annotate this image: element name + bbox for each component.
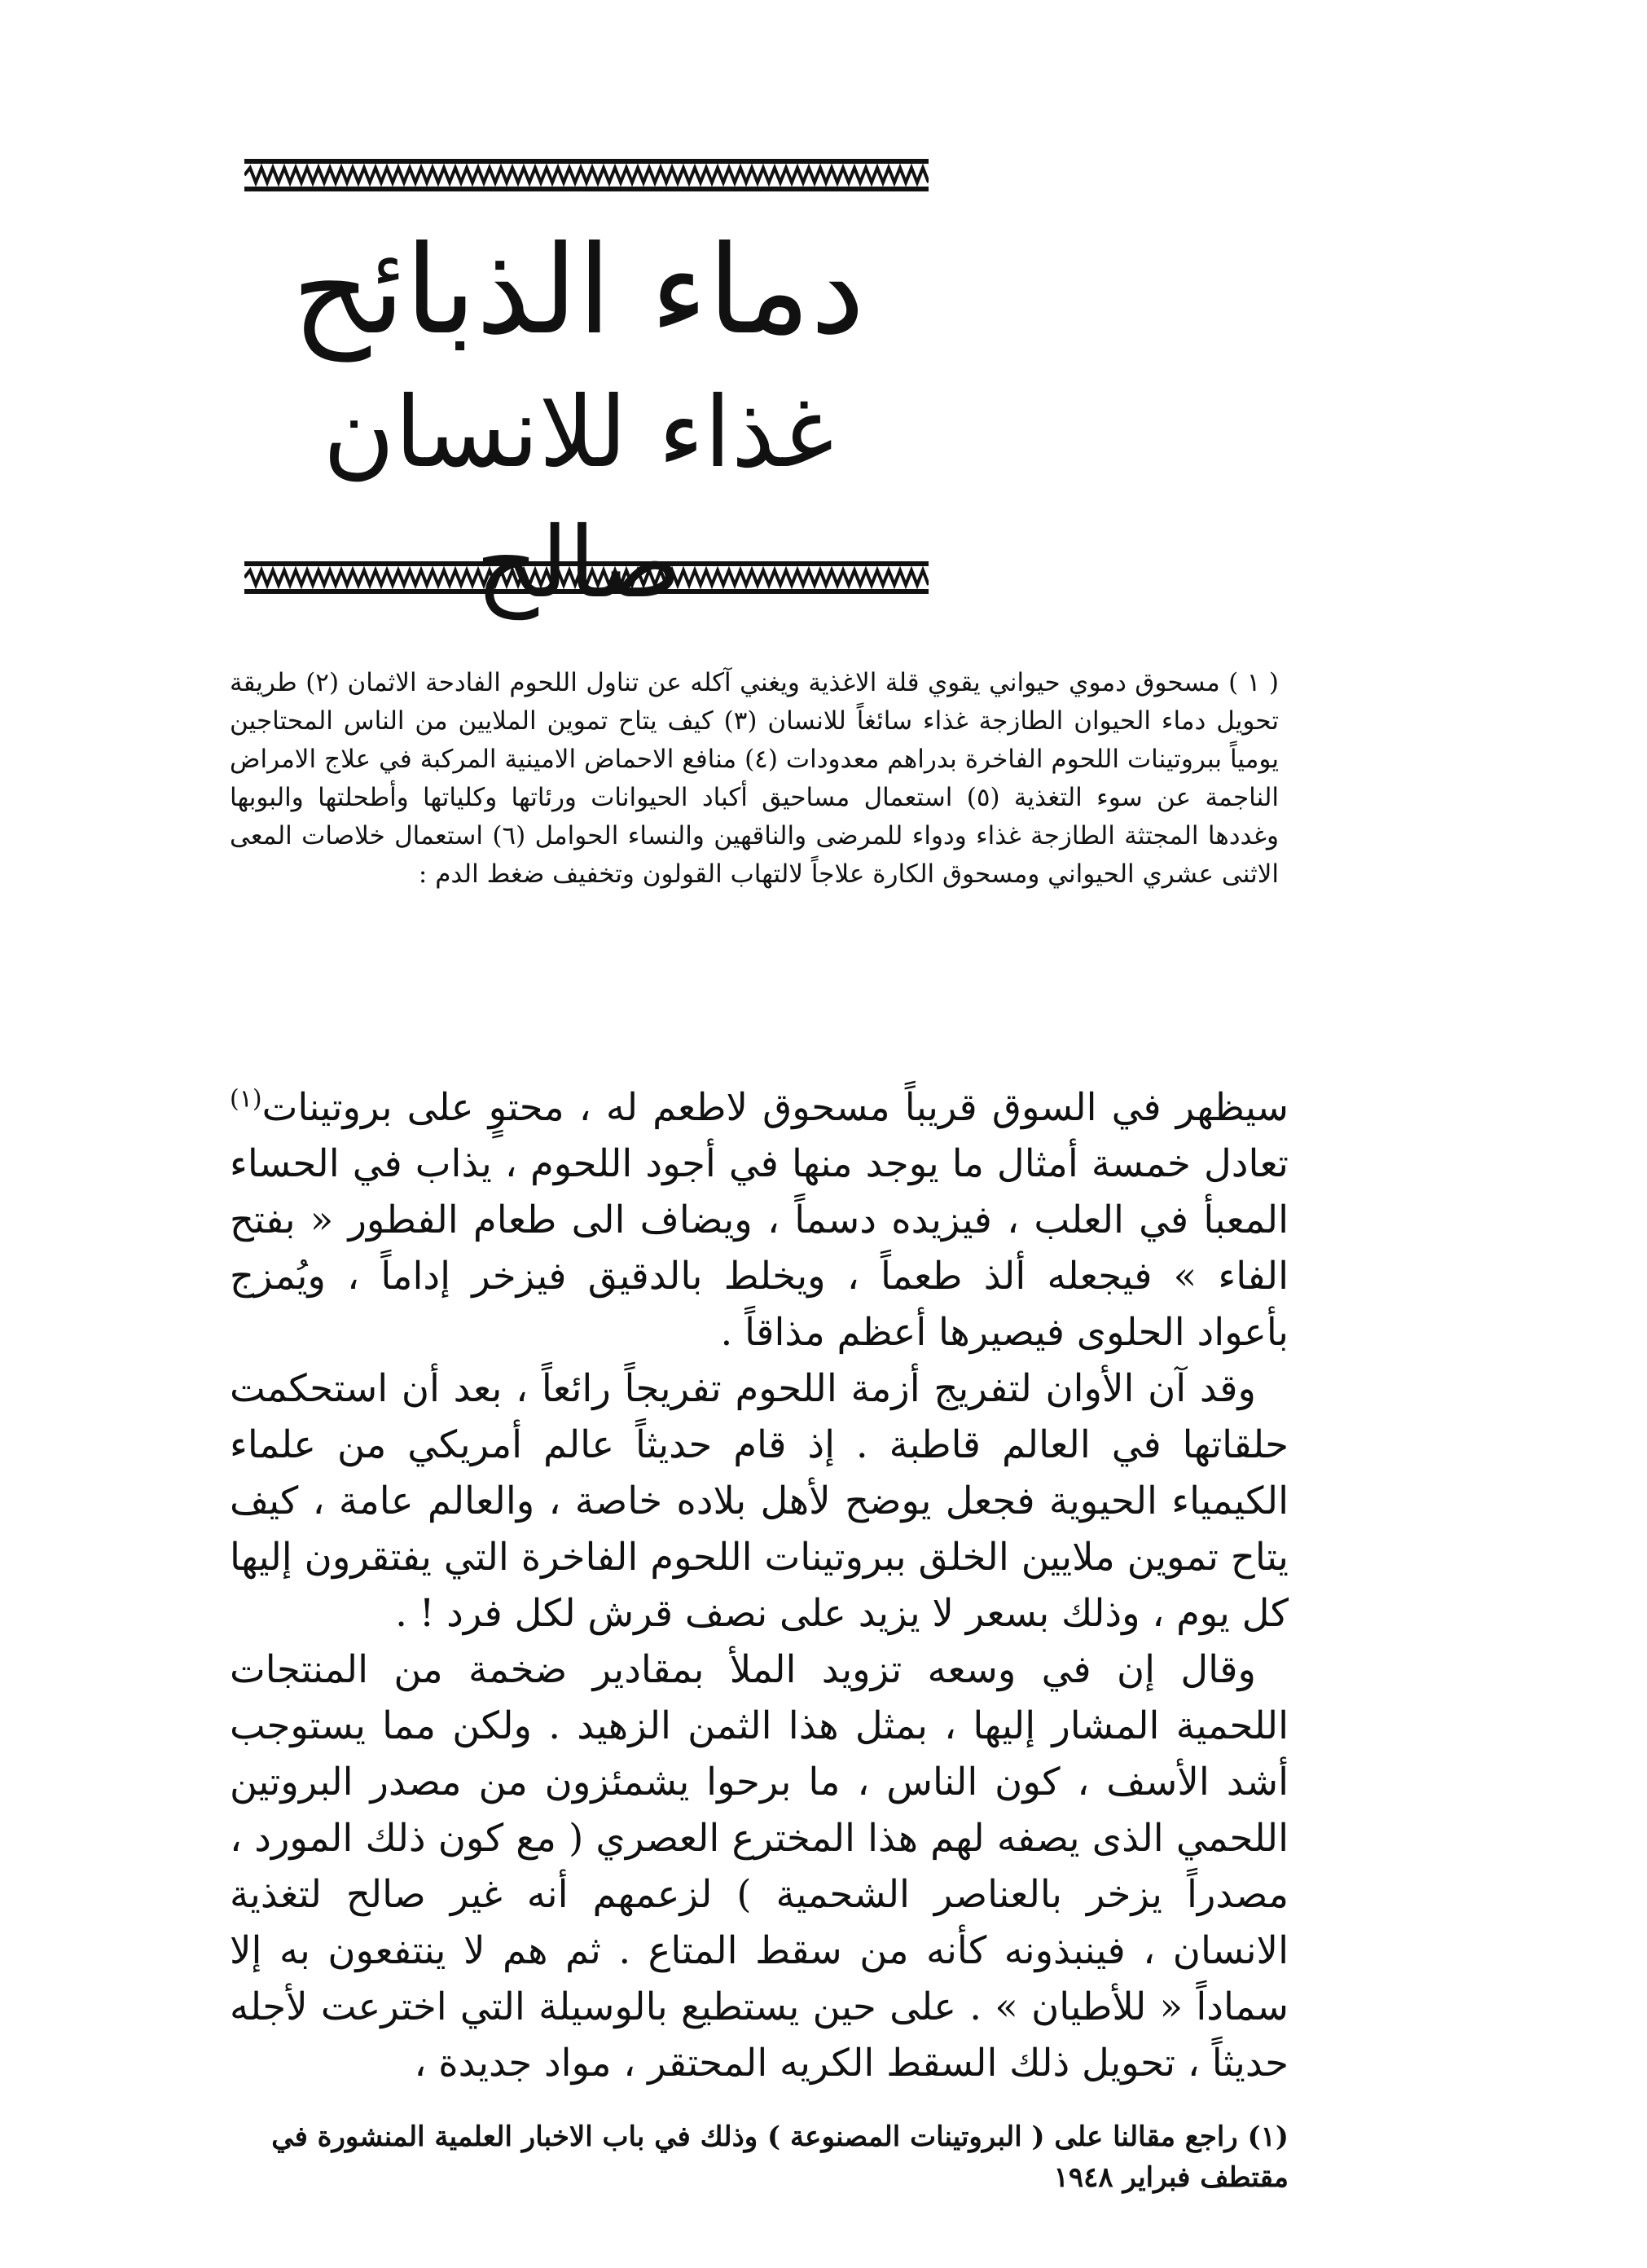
body-paragraph: وقد آن الأوان لتفريج أزمة اللحوم تفريجاً رائعاً ، بعد أن استحكمت حلقاتها في العالم قاطبة . إذ قام حديثاً عالم أمريكي من علماء الكيمياء الحيوية فجعل يوضح لأهل بلاده خاصة ، والعالم عامة ، كيف يتاح تموين ملايين الخلق ببروتينات اللحوم الفاخرة التي يفتقرون إليها كل يوم ، وذلك بسعر لا يزيد على نصف قرش لكل فرد ! . [230,1366,1289,1635]
article-title: دماء الذبائح [292,220,865,362]
article-body [230,1079,1289,2091]
paragraph-text: تعادل خمسة أمثال ما يوجد منها في أجود اللحوم ، يذاب في الحساء المعبأ في العلب ، فيزيده دسماً ، ويضاف الى طعام الفطور « بفتح الفاء » فيجعله ألذ طعماً ، ويخلط بالدقيق فيزخر إداماً ، ويُمزج بأعواد الحلوى فيصيرها أعظم مذاقاً . [230,1141,1289,1354]
footnote-reference: (١) [230,1084,262,1114]
bottom-ornamental-border [244,559,929,596]
top-ornamental-border [244,156,929,194]
article-subtitle: غذاء للانسان صالح [323,376,834,620]
body-paragraph [230,1079,1289,1360]
article-summary: ( ١ ) مسحوق دموي حيواني يقوي قلة الاغذية ويغني آكله عن تناول اللحوم الفادحة الاثمان (٢) طريقة تحويل دماء الحيوان الطازجة غذاء سائغاً للانسان (٣) كيف يتاح تموين الملايين من الناس المحتاجين يومياً ببروتينات اللحوم الفاخرة بدراهم معدودات (٤) منافع الاحماض الامينية المركبة في علاج الامراض الناجمة عن سوء التغذية (٥) استعمال مساحيق أكباد الحيوانات ورئاتها وكلياتها وأطحلتها والبوبها وغددها المجتثة الطازجة غذاء ودواء للمرضى والناقهين والنساء الحوامل (٦) استعمال خلاصات المعى الاثنى عشري الحيواني ومسحوق الكارة علاجاً لالتهاب القولون وتخفيف ضغط الدم : [230,668,1280,889]
body-paragraph: وقال إن في وسعه تزويد الملأ بمقادير ضخمة من المنتجات اللحمية المشار إليها ، بمثل هذا الثمن الزهيد . ولكن مما يستوجب أشد الأسف ، كون الناس ، ما برحوا يشمئزون من مصدر البروتين اللحمي الذى يصفه لهم هذا المخترع العصري ( مع كون ذلك المورد ، مصدراً يزخر بالعناصر الشحمية ) لزعمهم أنه غير صالح لتغذية الانسان ، فينبذونه كأنه من سقط المتاع . ثم هم لا ينتفعون به إلا سماداً « للأطيان » . على حين يستطيع بالوسيلة التي اخترعت لأجله حديثاً ، تحويل ذلك السقط الكريه المحتقر ، مواد جديدة ، [230,1647,1289,2085]
paragraph-text: سيظهر في السوق قريباً مسحوق لاطعم له ، محتوٍ على بروتينات [261,1085,1289,1129]
footnote: (١) راجع مقالنا على ( البروتينات المصنوعة ) وذلك في باب الاخبار العلمية المنشورة في مقتطف فبراير ١٩٤٨ [271,2121,1289,2194]
